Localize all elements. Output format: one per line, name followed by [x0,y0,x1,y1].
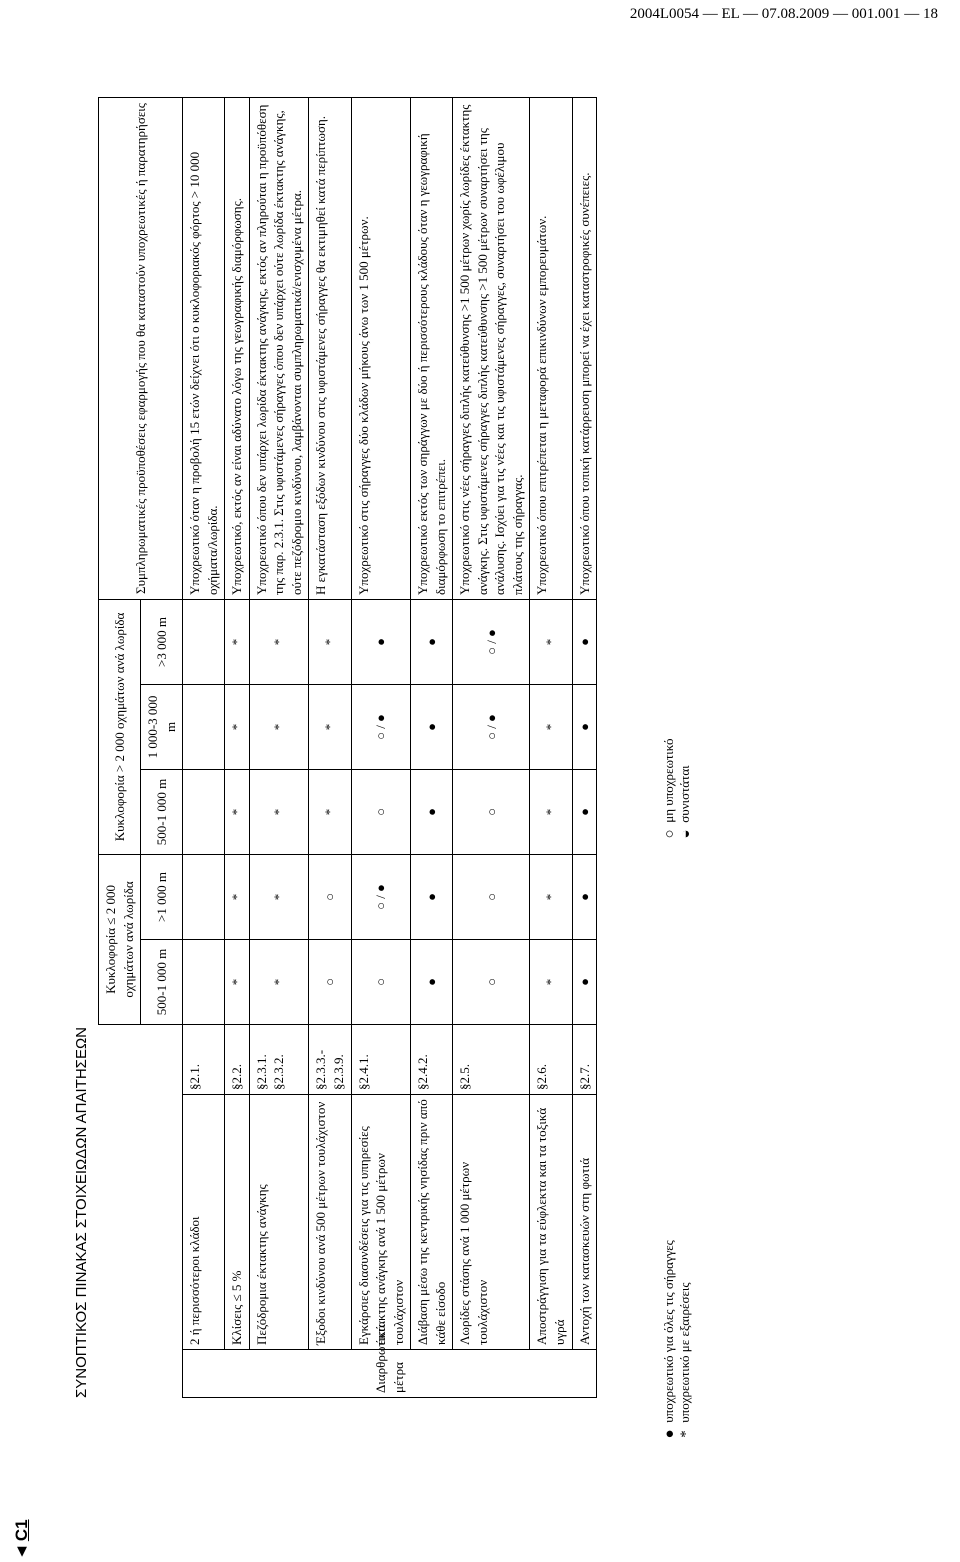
measure-name: Έξοδοι κινδύνου ανά 500 μέτρων τουλάχιστον [309,1095,351,1350]
table-row [411,97,453,1397]
table-body [183,97,597,1397]
section-ref: §2.2. [225,1024,250,1094]
requirement-cell: ○ / ● [351,684,411,769]
legend-text: μη υποχρεωτικό [661,738,677,823]
requirement-cell: * [530,769,572,854]
requirement-cell: ○ [453,769,530,854]
measure-name: Πεζόδρομια έκτακτης ανάγκης [249,1095,309,1350]
measure-note: Υποχρεωτικό στις νέες σήραγγες διπλής κατεύθυνσης >1 500 μέτρων χωρίς λωρίδες έκτακτης ανάγκης. Στις υφιστάμενες σήραγγες διπλής κατεύθυνσης >1 500 μέτρων συναρτήσει της ανάλυσης. Ισχύει για τις νέες και τις υφιστάμενες σήραγγες, συναρτήσει του ωφέλιμου πλάτους της σήραγγας. [453,97,530,599]
header-traffic-high: Κυκλοφορία > 2 000 οχημάτων ανά λωρίδα [99,599,141,854]
document-reference-header: 2004L0054 — EL — 07.08.2009 — 001.001 — 18 [629,6,938,22]
requirement-cell: ● [411,939,453,1024]
requirement-cell: ○ [453,854,530,939]
legend-text: υποχρεωτικό για όλες τις σήραγγες [661,1240,677,1423]
measure-note: Υποχρεωτικό όπου δεν υπάρχει λωρίδα έκτακτης ανάγκης, εκτός αν πληρούται η προϋπόθεση της παρ. 2.3.1. Στις υφιστάμενες σήραγγες όπου δεν υπάρχει ούτε λωρίδα έκτακτης ανάγκης, ούτε πεζόδρομιο κινδύνου, λαμβάνονται συμπληρωματικά/ενισχυμένα μέτρα. [249,97,309,599]
table-row [453,97,530,1397]
measure-note: Υποχρεωτικό, εκτός αν είναι αδύνατο λόγω της γεωγραφικής διαμόρφωσης. [225,97,250,599]
measure-name: Αποστράγγιση για τα εύφλεκτα και τα τοξικά υγρά [530,1095,572,1350]
header-traffic-low: Κυκλοφορία ≤ 2 000 οχημάτων ανά λωρίδα [99,854,141,1024]
requirement-cell: * [530,599,572,684]
requirement-cell [183,769,225,854]
rotated-page-content [72,98,694,1442]
table-row [309,97,351,1397]
requirement-cell: * [530,939,572,1024]
header-row-top [99,97,141,1397]
requirement-cell: ● [572,769,597,854]
requirement-cell: ● [351,599,411,684]
section-ref: §2.4.1. [351,1024,411,1094]
table-row [183,97,225,1397]
requirement-cell [183,599,225,684]
exception-symbol: * [678,1430,694,1438]
requirement-cell: * [225,684,250,769]
requirement-cell: ● [411,854,453,939]
measure-note: Υποχρεωτικό εκτός των σηράγγων με δύο ή περισσότερους κλάδους όταν η γεωγραφική διαμόρφωση το επιτρέπει. [411,97,453,599]
table-title: ΣΥΝΟΠΤΙΚΟΣ ΠΙΝΑΚΑΣ ΣΤΟΙΧΕΙΩΔΩΝ ΑΠΑΙΤΗΣΕΩΝ [73,1026,90,1398]
requirement-cell: * [249,939,309,1024]
section-ref: §2.7. [572,1024,597,1094]
amendment-marker [12,1420,42,1560]
requirement-cell: * [225,769,250,854]
recommended-symbol: ◒ [678,829,694,839]
measure-name: Διάβαση μέσω της κεντρικής νησίδας πριν από κάθε είσοδο [411,1095,453,1350]
requirement-cell: ● [572,854,597,939]
requirement-cell: * [225,854,250,939]
requirement-cell: ● [411,599,453,684]
requirement-cell [183,854,225,939]
requirement-cell: * [225,599,250,684]
legend [660,98,694,1442]
table-row [225,97,250,1397]
requirement-cell: * [309,599,351,684]
requirement-cell: ○ [309,939,351,1024]
table-row [351,97,411,1397]
measure-name: Λωρίδες στάσης ανά 1 000 μέτρων τουλάχιστον [453,1095,530,1350]
requirement-cell: * [249,684,309,769]
requirement-cell: ○ [309,854,351,939]
requirement-cell: * [249,854,309,939]
legend-item [676,765,696,842]
section-ref: §2.4.2. [411,1024,453,1094]
measure-note: Υποχρεωτικό όταν η προβολή 15 ετών δείχνει ότι ο κυκλοφοριακός φόρτος > 10 000 οχήματα/λωρίδα. [183,97,225,599]
measure-note: Υποχρεωτικό στις σήραγγες δύο κλάδων μήκους άνω των 1 500 μέτρων. [351,97,411,599]
requirement-cell: ○ [453,939,530,1024]
requirement-cell: ○ / ● [453,684,530,769]
requirement-cell: * [530,854,572,939]
table-row [530,97,572,1397]
requirement-cell: ● [411,769,453,854]
measure-note: Υποχρεωτικό όπου τοπική κατάρρευση μπορεί να έχει καταστροφικές συνέπειες. [572,97,597,599]
requirements-table [98,97,597,1398]
section-ref: §2.6. [530,1024,572,1094]
table-row [572,97,597,1397]
measure-name: Εγκάρσιες διασυνδέσεις για τις υπηρεσίες έκτακτης ανάγκης ανά 1 500 μέτρων τουλάχιστον [351,1095,411,1350]
requirement-cell: ● [411,684,453,769]
column-header: >3 000 m [141,599,183,684]
legend-text: υποχρεωτικό με εξαιρέσεις [677,1282,693,1423]
header-notes: Συμπληρωματικές προϋποθέσεις εφαρμογής που θα καταστούν υποχρεωτικές ή παρατηρήσεις [99,97,183,599]
optional-symbol: ○ [662,829,678,839]
requirement-cell: ● [572,599,597,684]
section-ref: §2.1. [183,1024,225,1094]
group-label: Διαρθρωτικά μέτρα [183,1350,597,1398]
section-ref: §2.5. [453,1024,530,1094]
measure-name: 2 ή περισσότεροι κλάδοι [183,1095,225,1350]
triangle-marker-icon: ▼ [13,1541,31,1561]
requirement-cell: * [249,599,309,684]
requirement-cell: ● [572,939,597,1024]
measure-name: Κλίσεις ≤ 5 % [225,1095,250,1350]
measure-note: Η εγκατάσταση εξόδων κινδύνου στις υφιστάμενες σήραγγες θα εκτιμηθεί κατά περίπτωση. [309,97,351,599]
amendment-marker-label: C1 [12,1519,31,1542]
requirement-cell: * [309,684,351,769]
requirement-cell: * [249,769,309,854]
requirement-cell [183,939,225,1024]
requirement-cell [183,684,225,769]
legend-item [676,1282,696,1442]
requirement-cell: ○ / ● [453,599,530,684]
section-ref: §2.3.3.- §2.3.9. [309,1024,351,1094]
requirement-cell: * [309,769,351,854]
requirement-cell: ○ [351,769,411,854]
requirement-cell: ● [572,684,597,769]
column-header: 500-1 000 m [141,939,183,1024]
column-header: 1 000-3 000 m [141,684,183,769]
measure-note: Υποχρεωτικό όπου επιτρέπεται η μεταφορά επικινδύνων εμπορευμάτων. [530,97,572,599]
requirement-cell: * [530,684,572,769]
requirement-cell: ○ / ● [351,854,411,939]
measure-name: Αντοχή των κατασκευών στη φωτιά [572,1095,597,1350]
table-row [249,97,309,1397]
requirement-cell: ○ [351,939,411,1024]
section-ref: §2.3.1. §2.3.2. [249,1024,309,1094]
requirement-cell: * [225,939,250,1024]
column-header: >1 000 m [141,854,183,939]
mandatory-symbol: ● [662,1429,678,1439]
legend-text: συνιστάται [677,765,693,823]
column-header: 500-1 000 m [141,769,183,854]
